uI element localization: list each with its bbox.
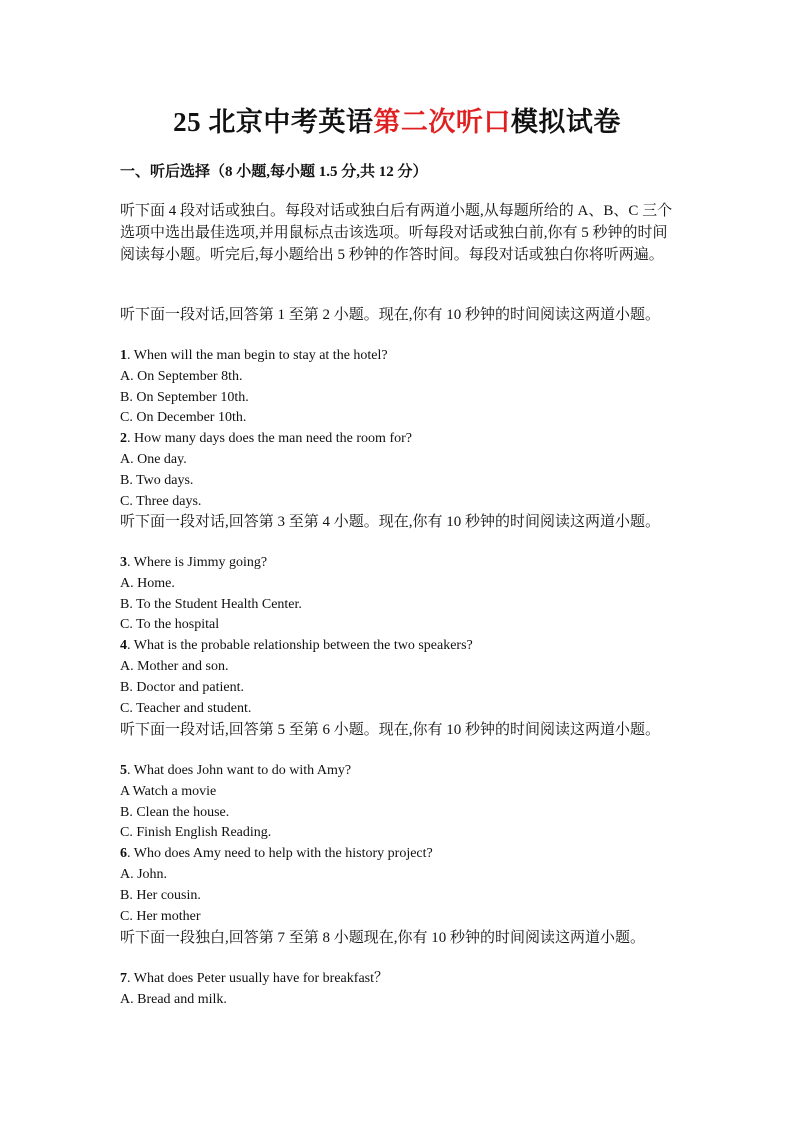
question-number: 7 [120, 971, 127, 986]
option-b[interactable]: B. Clean the house. [120, 804, 230, 820]
question-text: . When will the man begin to stay at the hotel? [127, 348, 388, 363]
title-part-1: 25 北京中考英语 [173, 107, 374, 137]
question-7 [120, 969, 700, 990]
question-text: . How many days does the man need the room for? [127, 431, 412, 447]
group-prompt: 听下面一段对话,回答第 5 至第 6 小题。现在,你有 10 秒钟的时间阅读这两道小题。 [120, 722, 661, 738]
option-a[interactable]: A Watch a movie [120, 783, 217, 799]
option-b[interactable]: B. To the Student Health Center. [120, 596, 302, 612]
question-text: . Who does Amy need to help with the history project? [127, 846, 433, 862]
option-a[interactable]: A. One day. [120, 451, 187, 467]
option-c[interactable]: C. Teacher and student. [120, 700, 252, 716]
question-4 [120, 636, 700, 657]
option-b[interactable]: B. On September 10th. [120, 389, 249, 405]
option-a[interactable]: A. Home. [120, 575, 175, 591]
question-1 [120, 346, 700, 367]
question-3 [120, 553, 700, 574]
question-group-3 [120, 719, 700, 927]
option-a[interactable]: A. Mother and son. [120, 658, 229, 674]
question-6 [120, 844, 700, 865]
group-prompt: 听下面一段对话,回答第 1 至第 2 小题。现在,你有 10 秒钟的时间阅读这两道小题。 [120, 307, 661, 323]
page-title [0, 100, 794, 139]
question-number: 6 [120, 846, 127, 862]
option-c[interactable]: C. To the hospital [120, 617, 220, 633]
question-5 [120, 761, 700, 782]
question-number: 5 [120, 763, 127, 778]
question-group-1 [120, 304, 700, 512]
group-prompt: 听下面一段独白,回答第 7 至第 8 小题现在,你有 10 秒钟的时间阅读这两道小题。 [120, 930, 646, 946]
option-c[interactable]: C. On December 10th. [120, 410, 247, 426]
question-2 [120, 429, 700, 450]
option-a[interactable]: A. John. [120, 866, 168, 882]
option-b[interactable]: B. Her cousin. [120, 887, 201, 903]
question-text: . What is the probable relationship between the two speakers? [127, 638, 473, 654]
option-c[interactable]: C. Finish English Reading. [120, 825, 272, 841]
option-a[interactable]: A. On September 8th. [120, 368, 243, 384]
option-b[interactable]: B. Doctor and patient. [120, 679, 245, 695]
question-number: 3 [120, 555, 127, 570]
title-part-highlight: 第二次听口 [373, 107, 511, 137]
option-b[interactable]: B. Two days. [120, 472, 194, 488]
option-c[interactable]: C. Her mother [120, 908, 201, 924]
question-text: . What does John want to do with Amy? [127, 763, 352, 778]
question-group-2 [120, 511, 700, 719]
question-number: 1 [120, 348, 127, 363]
question-group-4 [120, 927, 700, 1011]
group-prompt: 听下面一段对话,回答第 3 至第 4 小题。现在,你有 10 秒钟的时间阅读这两道小题。 [120, 514, 661, 530]
title-part-2: 模拟试卷 [510, 107, 621, 137]
question-text: . What does Peter usually have for breakfast？ [127, 971, 388, 986]
option-a[interactable]: A. Bread and milk. [120, 991, 227, 1007]
option-c[interactable]: C. Three days. [120, 493, 202, 509]
section-instructions: 听下面 4 段对话或独白。每段对话或独白后有两道小题,从每题所给的 A、B、C 三个选项中选出最佳选项,并用鼠标点击该选项。听每段对话或独白前,你有 5 秒钟的时间阅读每小题。听完后,每小题给出 5 秒钟的作答时间。每段对话或独白你将听两遍。 [120, 203, 673, 263]
question-text: . Where is Jimmy going? [127, 555, 268, 570]
question-number: 2 [120, 431, 127, 447]
question-number: 4 [120, 638, 127, 654]
section-heading: 一、听后选择（8 小题,每小题 1.5 分,共 12 分） [120, 164, 428, 180]
